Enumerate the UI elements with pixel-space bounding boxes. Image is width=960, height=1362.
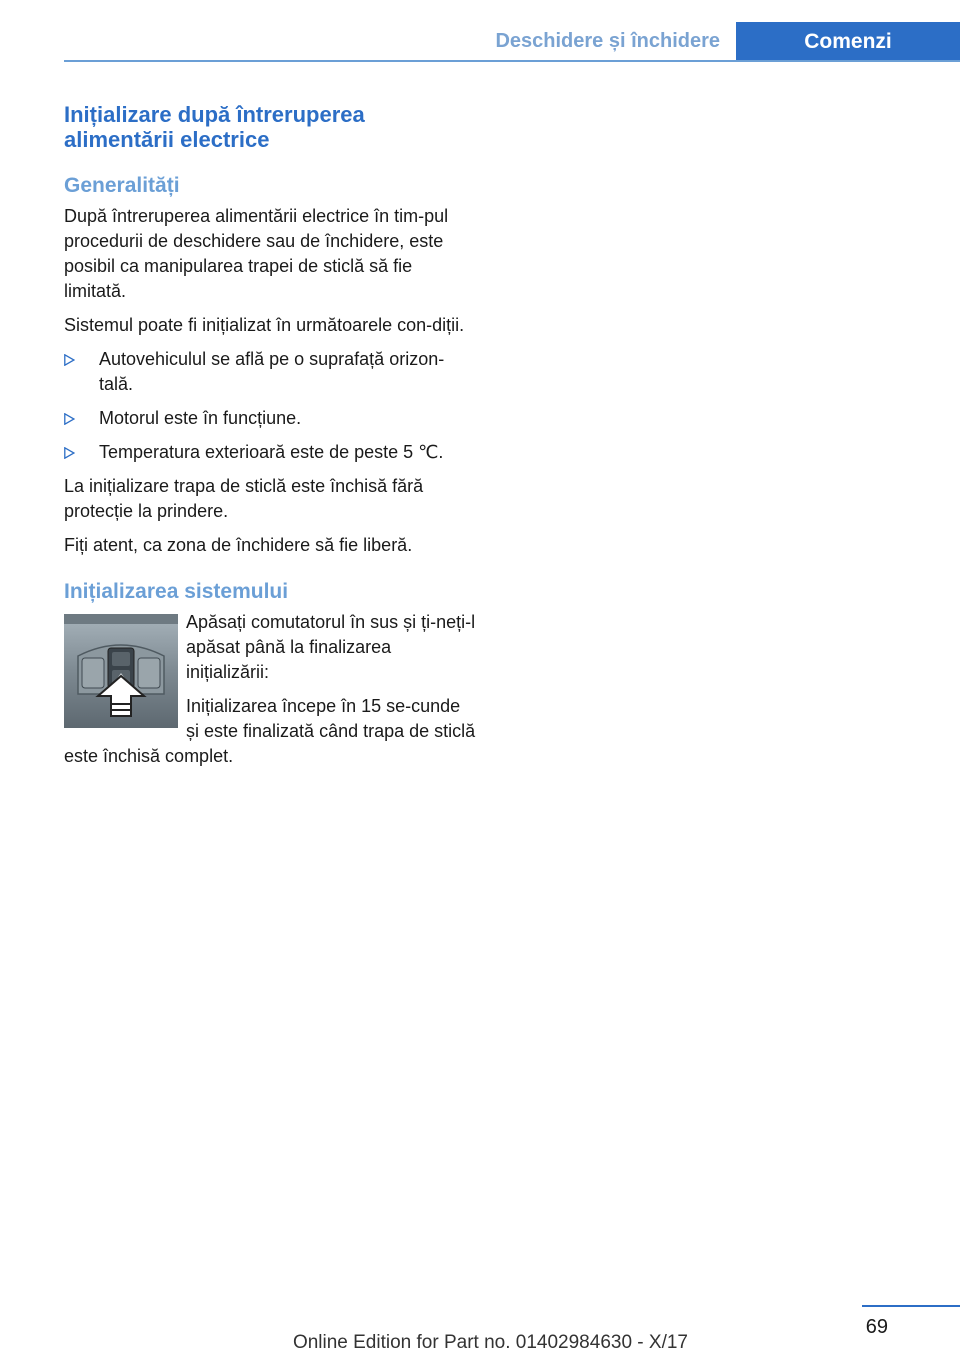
general-paragraph-3: La inițializare trapa de sticlă este închisă fără protecție la prindere.	[64, 476, 424, 521]
list-item-text: Temperatura exterioară este de peste 5 ℃.	[99, 442, 444, 462]
main-content	[64, 102, 478, 778]
footer-rule	[862, 1305, 960, 1307]
list-item-text: Autovehiculul se află pe o suprafață orizon‐tală.	[99, 349, 445, 394]
list-item	[64, 406, 478, 431]
triangle-bullet-icon	[64, 354, 75, 366]
roof-switch-icon	[64, 614, 178, 728]
list-item	[64, 347, 478, 397]
list-item	[64, 440, 478, 465]
chapter-tab: Comenzi	[736, 22, 960, 62]
section-label: Deschidere și închidere	[495, 30, 720, 52]
init-block	[64, 610, 478, 769]
edition-info: Online Edition for Part no. 01402984630 - X/17	[292, 1332, 688, 1353]
page-header	[0, 0, 960, 62]
triangle-bullet-icon	[64, 447, 75, 459]
init-heading: Inițializarea sistemului	[64, 580, 289, 603]
triangle-bullet-icon	[64, 413, 75, 425]
conditions-list	[64, 347, 478, 465]
page-title: Inițializare după întreruperea alimentării electrice	[64, 102, 365, 152]
init-paragraph-1: Apăsați comutatorul în sus și ți‐neți-l apăsat până la finalizarea inițializării:	[186, 612, 476, 682]
general-paragraph-2: Sistemul poate fi inițializat în următoarele con‐diții.	[64, 315, 465, 335]
general-heading: Generalități	[64, 174, 180, 197]
general-paragraph-1: După întreruperea alimentării electrice în tim‐pul procedurii de deschidere sau de închidere, este posibil ca manipularea trapei de sticlă să fie limitată.	[64, 206, 449, 301]
header-rule	[64, 60, 960, 62]
roof-switch-illustration	[64, 614, 178, 728]
init-paragraph-2: Inițializarea începe în 15 se‐cunde și este finalizată când trapa de sticlă este închisă complet.	[64, 696, 476, 766]
list-item-text: Motorul este în funcțiune.	[99, 408, 302, 428]
general-paragraph-4: Fiți atent, ca zona de închidere să fie liberă.	[64, 535, 413, 555]
page-number: 69	[865, 1316, 888, 1338]
